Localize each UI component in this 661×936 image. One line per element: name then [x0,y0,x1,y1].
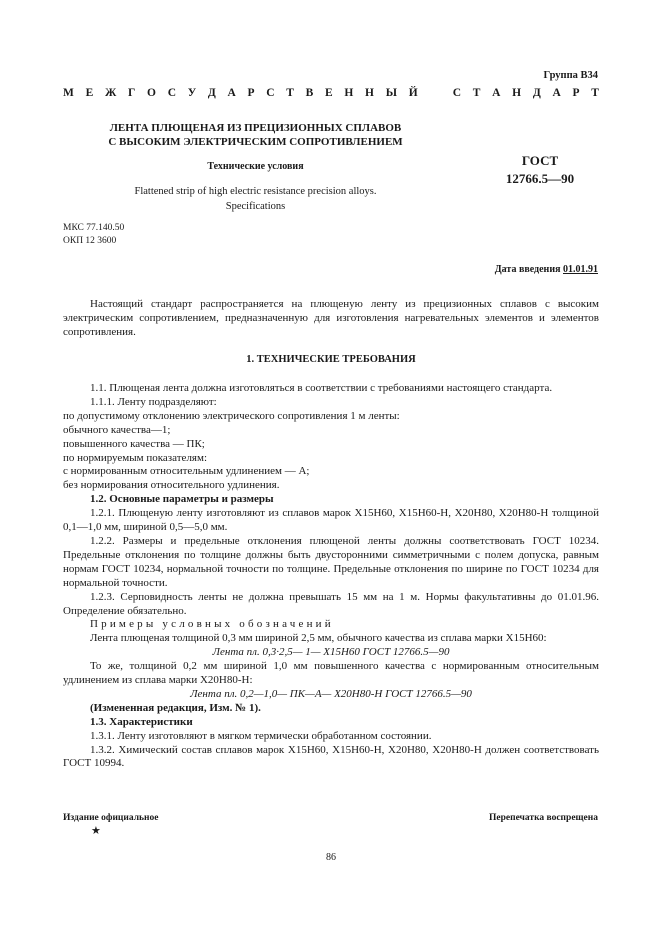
banner-letter: Ы [385,87,397,99]
banner-letter: Р [247,87,255,99]
gost-label: ГОСТ [521,153,559,168]
banner-letter: Н [365,87,374,99]
banner-letter: Е [325,87,333,99]
example-1-code: Лента пл. 0,3·2,5— 1— Х15Н60 ГОСТ 12766.5—90 [212,646,450,659]
page-number: 86 [326,852,336,863]
banner-letter: Т [472,87,481,99]
star-icon: ★ [91,825,101,837]
banner-letter: Т [591,87,599,99]
banner-letter: Ж [104,87,117,99]
list-line: по допустимому отклонению электрического сопротивления 1 м ленты: [63,409,400,422]
english-title-line-2: Specifications [225,201,286,212]
list-line: по нормируемым показателям: [63,451,208,464]
effective-date [495,264,598,275]
banner-letter: А [492,87,501,99]
mks-code: МКС 77.140.50 [63,223,125,233]
subheading-1-3: 1.3. Характеристики [90,715,193,728]
group-code: Группа В34 [543,70,598,81]
para-1-2-1: 1.2.1. Плющеную ленту изготовляют из сплавов марок Х15Н60, Х15Н60-Н, Х20Н80, Х20Н80-Н толщиной 0,1—1,0 мм, шириной 0,5—5,0 мм. [63,507,599,534]
english-title [63,184,448,214]
classification-codes [63,222,124,248]
effective-date-label: Дата введения [494,264,563,275]
english-title-line-1: Flattened strip of high electric resistance precision alloys. [134,186,377,197]
official-edition: Издание официальное [63,813,159,823]
example-1: Лента плющеная толщиной 0,3 мм шириной 2,5 мм, обычного качества из сплава марки Х15Н60: [90,632,547,645]
list-line: с нормированным относительным удлинением — А; [63,465,310,478]
banner-letter: Н [344,87,354,99]
banner-letter: Й [408,87,418,99]
banner-letter: Д [532,87,541,99]
section-heading: 1. ТЕХНИЧЕСКИЕ ТРЕБОВАНИЯ [246,354,416,365]
para-1-3-1: 1.3.1. Ленту изготовляют в мягком термически обработанном состоянии. [90,729,432,742]
amendment-note: (Измененная редакция, Изм. № 1). [90,701,261,714]
list-line: обычного качества—1; [63,423,171,436]
intro-paragraph: Настоящий стандарт распространяется на плющеную ленту из прецизионных сплавов с высоким электрическим сопротивлением, предназначенную для изготовления нагревательных элементов и элементов сопротивления. [63,298,599,338]
effective-date-value: 01.01.91 [563,264,598,275]
para-1-3-2: 1.3.2. Химический состав сплавов марок Х15Н60, Х15Н60-Н, Х20Н80, Х20Н80-Н должен соответствовать ГОСТ 10994. [63,743,599,770]
okp-code: ОКП 12 3600 [63,236,117,246]
banner-letter: Н [512,87,522,99]
banner-letter: С [266,87,275,99]
document-title [63,121,448,149]
title-line-1: ЛЕНТА ПЛЮЩЕНАЯ ИЗ ПРЕЦИЗИОННЫХ СПЛАВОВ [109,122,402,134]
banner-letter: Р [572,87,580,99]
example-2-code: Лента пл. 0,2—1,0— ПК—А— Х20Н80-Н ГОСТ 12766.5—90 [190,687,472,700]
banner-letter: С [452,87,462,99]
subheading-1-2: 1.2. Основные параметры и размеры [90,493,274,506]
para-1-2-3: 1.2.3. Серповидность ленты не должна превышать 15 мм на 1 м. Нормы факультативны до 01.01.96. Определение обязательно. [63,590,599,617]
banner-letter: Г [128,87,136,99]
gost-code: 12766.5—90 [505,171,575,186]
document-subtitle: Технические условия [207,161,304,172]
banner-letter: Е [85,87,94,99]
para-1-1: 1.1. Плющеная лента должна изготовляться в соответствии с требованиями настоящего стандарта. [90,382,553,394]
interstate-standard-banner [63,87,599,99]
banner-letter: С [167,87,177,99]
banner-letter: А [552,87,561,99]
banner-letter: В [305,87,314,99]
banner-letter: А [227,87,236,99]
list-line: повышенного качества — ПК; [63,437,205,450]
banner-letter: О [147,87,156,99]
gost-number [470,152,610,188]
banner-letter: У [187,87,197,99]
para-1-2-2: 1.2.2. Размеры и предельные отклонения плющеной ленты должны соответствовать ГОСТ 10234. Предельные отклонения по толщине должны быть двусторонними симметричными с полем допуска, равным нормам ГОСТ 10234, нормальной точности по толщине. Предельные отклонения по ширине по ГОСТ 10234 для нормальной точности. [63,534,599,589]
section-body [63,382,599,771]
para-1-1-1: 1.1.1. Ленту подразделяют: [90,395,217,408]
banner-letter: Д [207,87,216,99]
example-2: То же, толщиной 0,2 мм шириной 1,0 мм повышенного качества с нормированным относительным удлинением из сплава марки Х20Н80-Н: [63,660,599,687]
list-line: без нормирования относительного удлинения. [63,479,280,492]
banner-letter: М [63,87,74,99]
banner-letter: Т [286,87,294,99]
examples-heading: Примеры условных обозначений [90,618,334,631]
reprint-prohibited: Перепечатка воспрещена [488,813,598,823]
title-line-2: С ВЫСОКИМ ЭЛЕКТРИЧЕСКИМ СОПРОТИВЛЕНИЕМ [108,136,403,148]
